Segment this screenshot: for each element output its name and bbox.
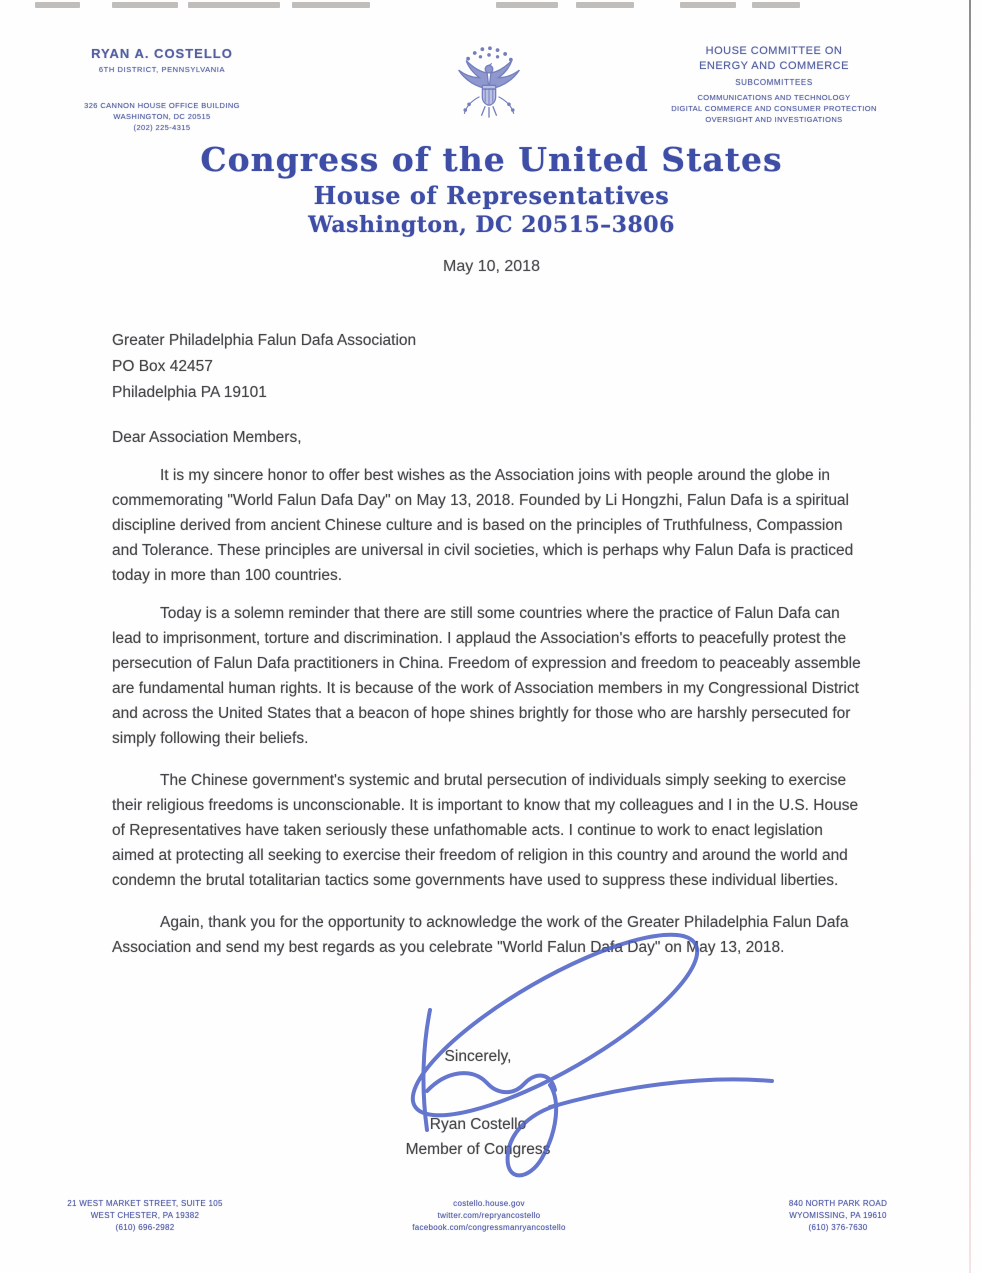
footer-line: 840 NORTH PARK ROAD: [788, 1199, 888, 1208]
closing: Sincerely,: [444, 1048, 512, 1065]
letter-date: May 10, 2018: [443, 258, 540, 275]
scan-artifact-fragment: [496, 2, 558, 8]
congressional-eagle-seal-icon: [451, 40, 527, 142]
member-address-line: (202) 225-4315: [133, 123, 191, 132]
member-address-line: WASHINGTON, DC 20515: [113, 112, 211, 121]
footer-website: costello.house.gov: [453, 1199, 525, 1208]
scan-artifact-fragment: [112, 2, 178, 8]
recipient-line: Philadelphia PA 19101: [112, 384, 267, 401]
committee-line: HOUSE COMMITTEE ON: [705, 45, 843, 57]
scan-artifact-fragment: [680, 2, 736, 8]
subcommittees-label: SUBCOMMITTEES: [735, 78, 813, 87]
letterhead-committee-block: [629, 44, 919, 125]
signer-title: Member of Congress: [405, 1141, 551, 1158]
page-title: Congress of the United States: [200, 140, 783, 179]
footer-facebook: facebook.com/congressmanryancostello: [412, 1223, 566, 1232]
scan-artifact-fragment: [35, 2, 80, 8]
paragraph: Today is a solemn reminder that there are still some countries where the practice of Falun Dafa can lead to imprisonment, torture and discrimination. I applaud the Association's efforts to peacefully protest the persecution of Falun Dafa practitioners in China. Freedom of expression and freedom to peaceably assemble are fundamental human rights. It is because of the work of Association members in my Congressional District and across the United States that a beacon of hope shines brightly for those who are harshly persecuted for simply following their beliefs.: [112, 605, 861, 747]
letterhead-member-block: [52, 46, 272, 133]
committee-line: ENERGY AND COMMERCE: [699, 60, 849, 72]
member-district: 6TH DISTRICT, PENNSYLVANIA: [98, 65, 226, 74]
footer-line: WEST CHESTER, PA 19382: [90, 1211, 200, 1220]
recipient-line: Greater Philadelphia Falun Dafa Association: [112, 332, 417, 349]
signature-block: [368, 1048, 588, 1162]
footer-line: 21 WEST MARKET STREET, SUITE 105: [67, 1199, 223, 1208]
scan-artifact-fragment: [576, 2, 634, 8]
subcommittee-item: COMMUNICATIONS AND TECHNOLOGY: [697, 93, 851, 102]
member-address: [52, 100, 272, 133]
page-subtitle: House of Representatives: [313, 181, 670, 210]
signer-name: Ryan Costello: [429, 1116, 527, 1133]
footer-line: (610) 696-2982: [115, 1223, 175, 1232]
member-address-line: 326 CANNON HOUSE OFFICE BUILDING: [84, 101, 240, 110]
subcommittee-item: OVERSIGHT AND INVESTIGATIONS: [705, 115, 843, 124]
city-line: Washington, DC 20515–3806: [308, 212, 675, 238]
footer-line: WYOMISSING, PA 19610: [789, 1211, 887, 1220]
recipient-line: PO Box 42457: [112, 358, 213, 375]
paragraph: The Chinese government's systemic and brutal persecution of individuals simply seeking to exercise their religious freedoms is unconscionable. It is important to know that my colleagues and I in the U.S. House of Representatives have taken seriously these unfathomable acts. I continue to work to enact legislation aimed at protecting all seeking to exercise their freedom of religion in this country and around the world and condemn the brutal totalitarian tactics some governments have used to suppress these individual liberties.: [112, 772, 859, 889]
recipient-address: [112, 328, 862, 406]
member-name: RYAN A. COSTELLO: [91, 46, 233, 61]
footer-wyomissing-office: [728, 1198, 948, 1234]
paragraph: Again, thank you for the opportunity to acknowledge the work of the Greater Philadelphia Falun Dafa Association and send my best regards as you celebrate "World Falun Dafa Day" on May 13, 2018.: [112, 914, 849, 956]
scan-artifact-fragment: [292, 2, 370, 8]
subcommittee-item: DIGITAL COMMERCE AND CONSUMER PROTECTION: [671, 104, 877, 113]
footer-west-chester-office: [35, 1198, 255, 1234]
scan-artifact-fragment: [752, 2, 800, 8]
paragraph: It is my sincere honor to offer best wishes as the Association joins with people around the globe in commemorating "World Falun Dafa Day" on May 13, 2018. Founded by Li Hongzhi, Falun Dafa is a spiritual discipline derived from ancient Chinese culture and is based on the principles of Truthfulness, Compassion and Tolerance. These principles are universal in civil societies, which is perhaps why Falun Dafa is practiced today in more than 100 countries.: [112, 467, 854, 584]
letter-body: [112, 328, 862, 960]
scan-artifact-fragment: [188, 2, 280, 8]
footer-twitter: twitter.com/repryancostello: [437, 1211, 541, 1220]
salutation: Dear Association Members,: [112, 429, 302, 446]
footer-line: (610) 376-7630: [808, 1223, 868, 1232]
footer-web-links: [339, 1198, 639, 1234]
